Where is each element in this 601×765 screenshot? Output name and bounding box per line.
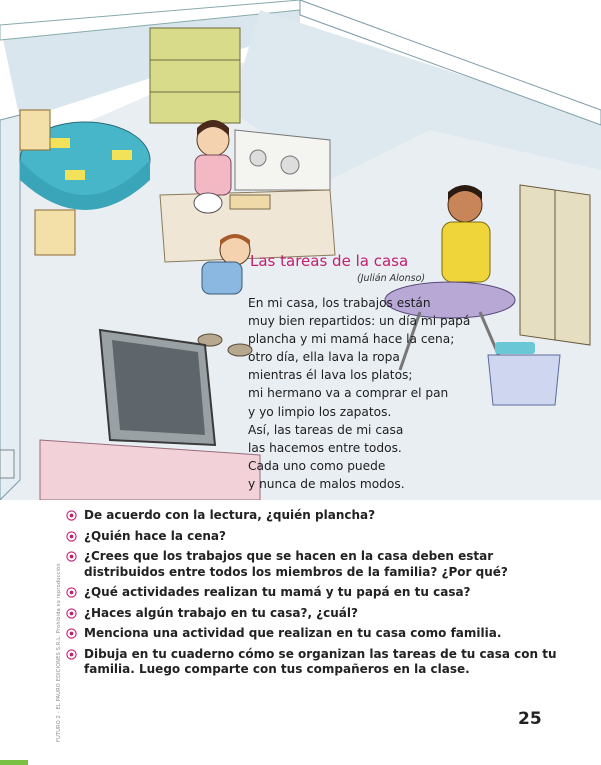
- flower-bullet-icon: [66, 628, 77, 639]
- question-item: [62, 508, 562, 524]
- page-number: 25: [518, 709, 542, 729]
- poem-line: mi hermano va a comprar el pan: [248, 386, 449, 401]
- question-item: [62, 549, 562, 580]
- question-text: ¿Crees que los trabajos que se hacen en la casa deben estar distribuidos entre todos los miembros de la familia? ¿Por qué?: [84, 549, 508, 579]
- flower-bullet-icon: [66, 531, 77, 542]
- question-text: Dibuja en tu cuaderno cómo se organizan las tareas de tu casa con tu familia. Luego comparte con tus compañeros en la clase.: [84, 646, 557, 676]
- poem-line: y yo limpio los zapatos.: [248, 404, 392, 419]
- poem-line: plancha y mi mamá hace la cena;: [248, 332, 455, 347]
- flower-bullet-icon: [66, 649, 77, 660]
- flower-bullet-icon: [66, 587, 77, 598]
- poem-line: mientras él lava los platos;: [248, 368, 413, 383]
- question-item: [62, 585, 562, 601]
- poem-line: otro día, ella lava la ropa: [248, 350, 400, 365]
- flower-bullet-icon: [66, 510, 77, 521]
- poem-lines: [248, 294, 470, 493]
- question-text: De acuerdo con la lectura, ¿quién plancha?: [84, 508, 376, 522]
- poem-author: (Julián Alonso): [357, 273, 426, 284]
- poem-line: muy bien repartidos: un día mi papá: [248, 314, 471, 329]
- flower-bullet-icon: [66, 551, 77, 562]
- question-list: [62, 508, 562, 683]
- footer-accent-bar: [0, 760, 28, 765]
- question-item: [62, 647, 562, 678]
- question-text: ¿Haces algún trabajo en tu casa?, ¿cuál?: [84, 605, 358, 620]
- question-text: ¿Qué actividades realizan tu mamá y tu papá en tu casa?: [84, 585, 471, 599]
- poem-title: Las tareas de la casa: [250, 252, 409, 270]
- question-item: [62, 529, 562, 545]
- question-text: ¿Quién hace la cena?: [84, 528, 226, 543]
- question-item: [62, 626, 562, 642]
- copyright-credit: FUTURO 2 - EL PAURO EDICIONES S.R.L. Prohibida su reproducción: [56, 563, 62, 742]
- poem-line: Así, las tareas de mi casa: [248, 422, 404, 437]
- poem-line: y nunca de malos modos.: [248, 476, 405, 491]
- flower-bullet-icon: [66, 608, 77, 619]
- question-item: [62, 606, 562, 622]
- poem-line: Cada uno como puede: [248, 458, 386, 473]
- poem-line: las hacemos entre todos.: [248, 440, 402, 455]
- question-text: Menciona una actividad que realizan en tu casa como familia.: [84, 626, 502, 640]
- poem-line: En mi casa, los trabajos están: [248, 296, 431, 310]
